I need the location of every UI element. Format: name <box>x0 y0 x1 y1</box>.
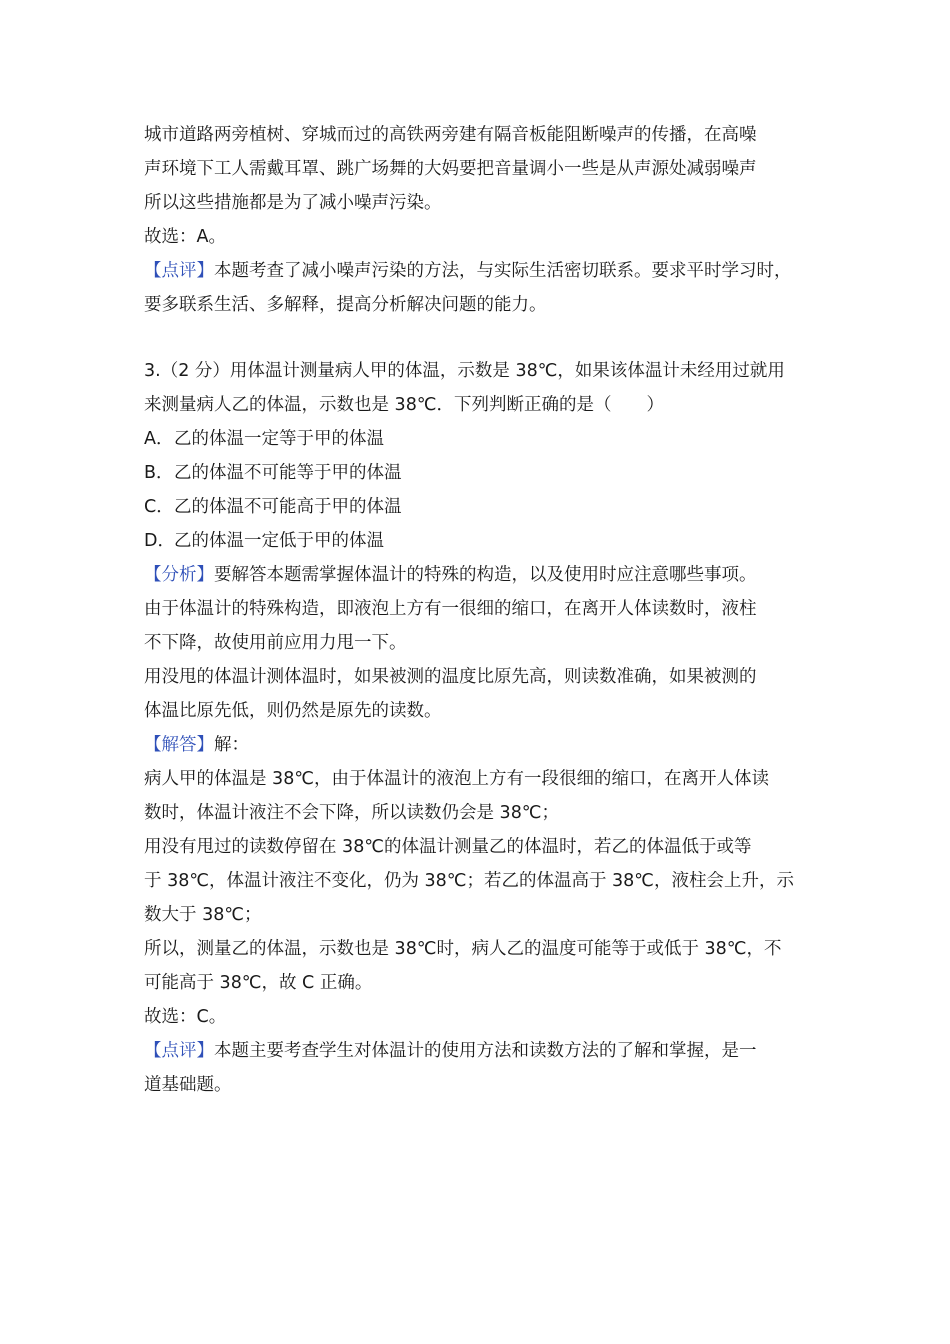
option-c <box>144 490 824 524</box>
option-text: 乙的体温一定低于甲的体温 <box>174 531 384 551</box>
comment-text: 本题主要考查学生对体温计的使用方法和读数方法的了解和掌握，是一 <box>214 1041 757 1061</box>
comment-line <box>144 254 824 288</box>
comment-line <box>144 1034 824 1068</box>
solution-tag: 【解答】 <box>144 735 214 755</box>
solution-line: 数大于 38℃； <box>144 905 262 925</box>
comment-text: 本题考查了减小噪声污染的方法，与实际生活密切联系。要求平时学习时， <box>214 261 792 281</box>
document-content <box>144 118 824 1102</box>
option-letter: C． <box>144 497 174 517</box>
solution-line: 可能高于 38℃，故 C 正确。 <box>144 973 373 993</box>
comment-line: 要多联系生活、多解释，提高分析解决问题的能力。 <box>144 295 547 315</box>
analysis-line: 由于体温计的特殊构造，即液泡上方有一很细的缩口，在离开人体读数时，液柱 <box>144 599 757 619</box>
option-letter: B． <box>144 463 174 483</box>
option-a <box>144 422 824 456</box>
section-gap <box>144 322 824 354</box>
question-stem-line: 3.（2 分）用体温计测量病人甲的体温，示数是 38℃，如果该体温计未经用过就用 <box>144 361 785 381</box>
explanation-line: 城市道路两旁植树、穿城而过的高铁两旁建有隔音板能阻断噪声的传播，在高噪 <box>144 125 757 145</box>
option-letter: D． <box>144 531 175 551</box>
answer-line: 故选：A。 <box>144 227 226 247</box>
solution-line <box>144 728 824 762</box>
analysis-line: 不下降，故使用前应用力甩一下。 <box>144 633 407 653</box>
comment-line: 道基础题。 <box>144 1075 232 1095</box>
option-letter: A． <box>144 429 174 449</box>
explanation-line: 所以这些措施都是为了减小噪声污染。 <box>144 193 442 213</box>
explanation-line: 声环境下工人需戴耳罩、跳广场舞的大妈要把音量调小一些是从声源处减弱噪声 <box>144 159 757 179</box>
option-text: 乙的体温一定等于甲的体温 <box>174 429 384 449</box>
solution-line: 于 38℃，体温计液注不变化，仍为 38℃；若乙的体温高于 38℃，液柱会上升，示 <box>144 871 794 891</box>
solution-line: 病人甲的体温是 38℃，由于体温计的液泡上方有一段很细的缩口，在离开人体读 <box>144 769 769 789</box>
question-stem-line: 来测量病人乙的体温，示数也是 38℃．下列判断正确的是（ ） <box>144 395 664 415</box>
solution-line: 用没有甩过的读数停留在 38℃的体温计测量乙的体温时，若乙的体温低于或等 <box>144 837 752 857</box>
solution-line: 数时，体温计液注不会下降，所以读数仍会是 38℃； <box>144 803 559 823</box>
option-text: 乙的体温不可能等于甲的体温 <box>174 463 402 483</box>
option-d <box>144 524 824 558</box>
analysis-line: 体温比原先低，则仍然是原先的读数。 <box>144 701 442 721</box>
option-text: 乙的体温不可能高于甲的体温 <box>174 497 402 517</box>
analysis-line: 用没甩的体温计测体温时，如果被测的温度比原先高，则读数准确，如果被测的 <box>144 667 757 687</box>
comment-tag: 【点评】 <box>144 1041 214 1061</box>
answer-line: 故选：C。 <box>144 1007 227 1027</box>
solution-text: 解： <box>214 735 249 755</box>
analysis-line <box>144 558 824 592</box>
comment-tag: 【点评】 <box>144 261 214 281</box>
analysis-text: 要解答本题需掌握体温计的特殊的构造，以及使用时应注意哪些事项。 <box>214 565 757 585</box>
analysis-tag: 【分析】 <box>144 565 214 585</box>
solution-line: 所以，测量乙的体温，示数也是 38℃时，病人乙的温度可能等于或低于 38℃，不 <box>144 939 782 959</box>
option-b <box>144 456 824 490</box>
